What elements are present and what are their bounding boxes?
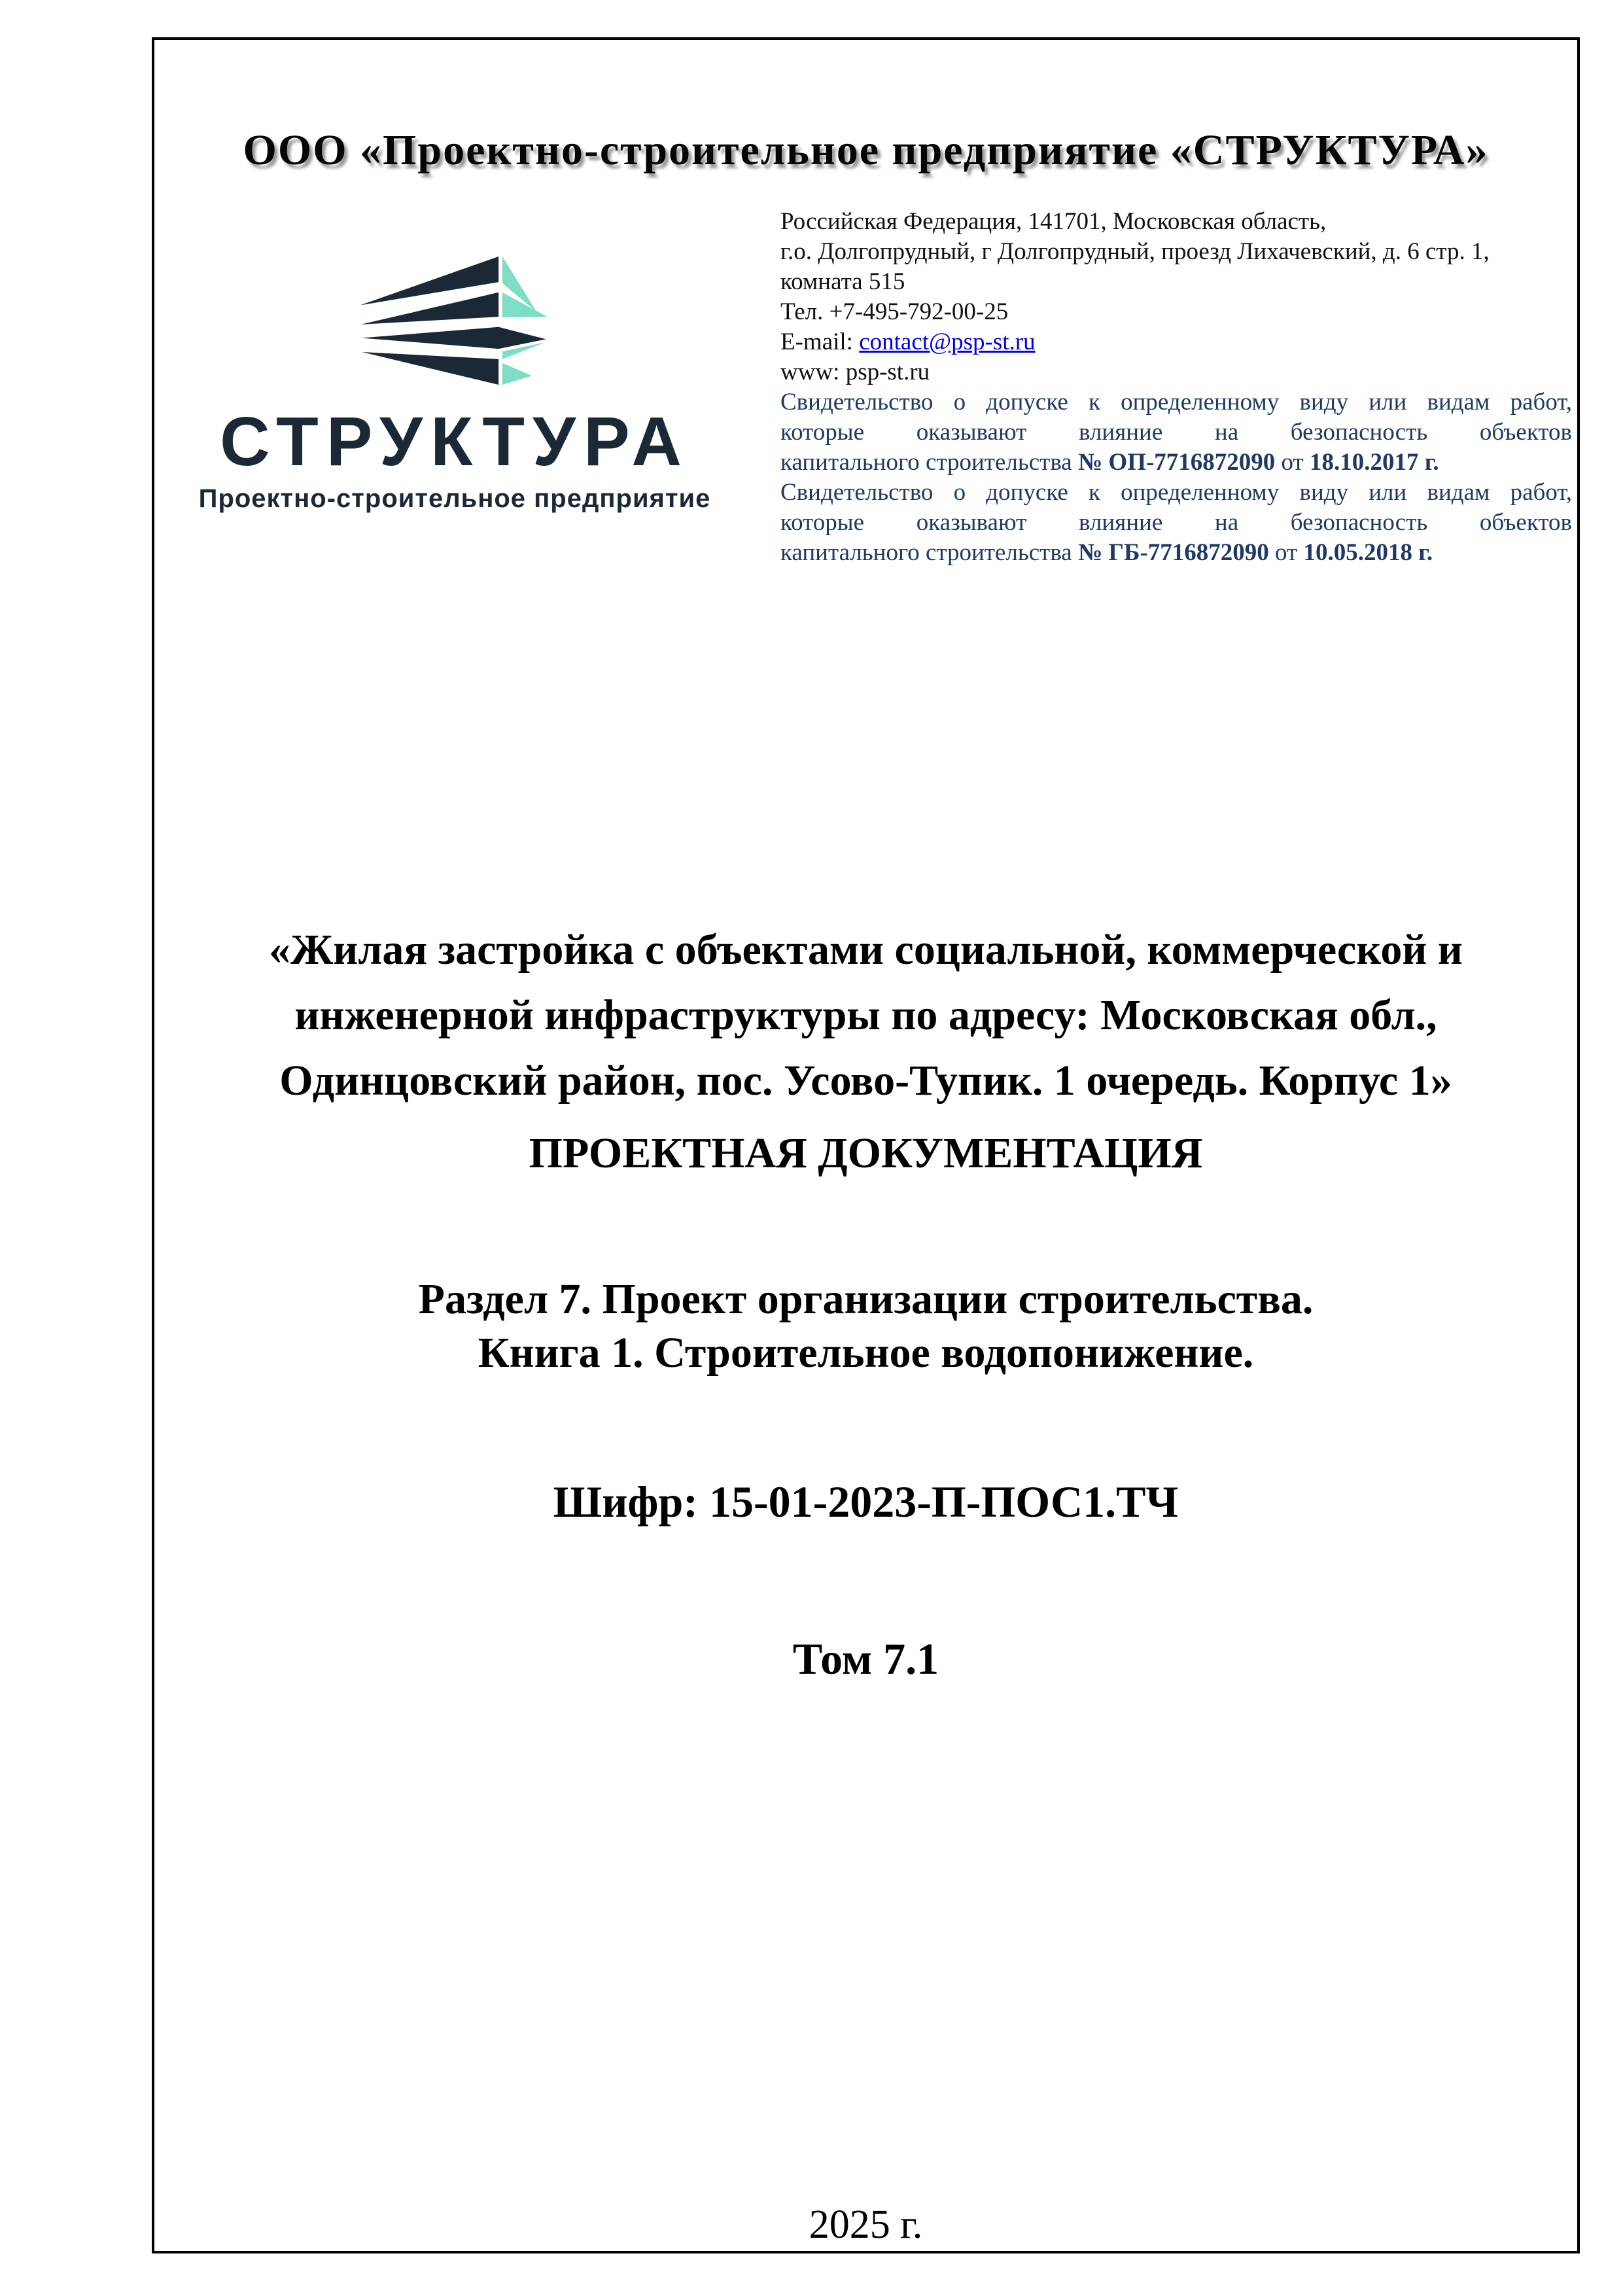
cipher-line: Шифр: 15-01-2023-П-ПОС1.ТЧ	[553, 1477, 1179, 1527]
website-line: www: psp-st.ru	[780, 359, 930, 385]
logo-wordmark: СТРУКТУРА	[220, 403, 689, 480]
certificate-text-line: которые оказывают влияние на безопасность объектов	[780, 419, 1572, 446]
section-line-2: Книга 1. Строительное водопонижение.	[478, 1329, 1254, 1377]
email-line	[780, 327, 1572, 357]
project-title-line-2: инженерной инфраструктуры по адресу: Московская обл.,	[294, 991, 1437, 1039]
project-title	[154, 917, 1577, 1114]
logo-slab-teal-4	[502, 363, 532, 385]
company-header-title: ООО «Проектно-строительное предприятие «СТРУКТУРА»	[243, 126, 1489, 174]
address-line-2: г.о. Долгопрудный, г Долгопрудный, проезд Лихачевский, д. 6 стр. 1,	[780, 238, 1490, 265]
document-type-heading: ПРОЕКТНАЯ ДОКУМЕНТАЦИЯ	[529, 1129, 1203, 1177]
structura-building-icon	[358, 255, 551, 386]
email-link[interactable]: contact@psp-st.ru	[859, 328, 1036, 355]
page-border-frame	[152, 37, 1580, 2253]
section-heading	[154, 1273, 1577, 1380]
certificate-prefix: капитального строительства	[780, 539, 1072, 566]
certificate-text-line: Свидетельство о допуске к определенному виду или видам работ,	[780, 479, 1572, 506]
address-line-1: Российская Федерация, 141701, Московская область,	[780, 208, 1327, 235]
certificate-paragraph-1	[780, 387, 1572, 478]
logo-slab-dark-4	[362, 352, 498, 385]
certificate-prefix: капитального строительства	[780, 449, 1072, 476]
address-line-3: комната 515	[780, 268, 905, 295]
certificate-date: 18.10.2017 г.	[1309, 449, 1439, 476]
certificate-date: 10.05.2018 г.	[1303, 539, 1433, 566]
certificate-paragraph-2	[780, 478, 1572, 568]
contact-block	[780, 207, 1572, 568]
section-line-1: Раздел 7. Проект организации строительства.	[418, 1275, 1314, 1323]
certificate-text-line: которые оказывают влияние на безопасность объектов	[780, 509, 1572, 536]
certificate-number-line	[780, 448, 1572, 478]
logo-tagline: Проектно-строительное предприятие	[198, 484, 711, 513]
year-label: 2025 г.	[809, 2202, 923, 2247]
certificate-ot: от	[1281, 449, 1304, 476]
logo-slab-dark-2	[360, 292, 498, 325]
email-label: E-mail:	[780, 328, 853, 355]
certificate-number-line	[780, 538, 1572, 568]
project-title-line-3: Одинцовский район, пос. Усово-Тупик. 1 очередь. Корпус 1»	[279, 1057, 1452, 1104]
certificate-ot: от	[1275, 539, 1298, 566]
volume-label: Том 7.1	[792, 1634, 939, 1684]
logo-slab-dark-3	[361, 327, 546, 349]
project-title-line-1: «Жилая застройка с объектами социальной, коммерческой и	[269, 926, 1463, 974]
company-logo	[190, 255, 720, 516]
certificate-number: № ГБ-7716872090	[1077, 539, 1269, 566]
certificate-text-line: Свидетельство о допуске к определенному виду или видам работ,	[780, 389, 1572, 415]
certificate-number: № ОП-7716872090	[1077, 449, 1276, 476]
phone-line: Тел. +7-495-792-00-25	[780, 298, 1009, 325]
